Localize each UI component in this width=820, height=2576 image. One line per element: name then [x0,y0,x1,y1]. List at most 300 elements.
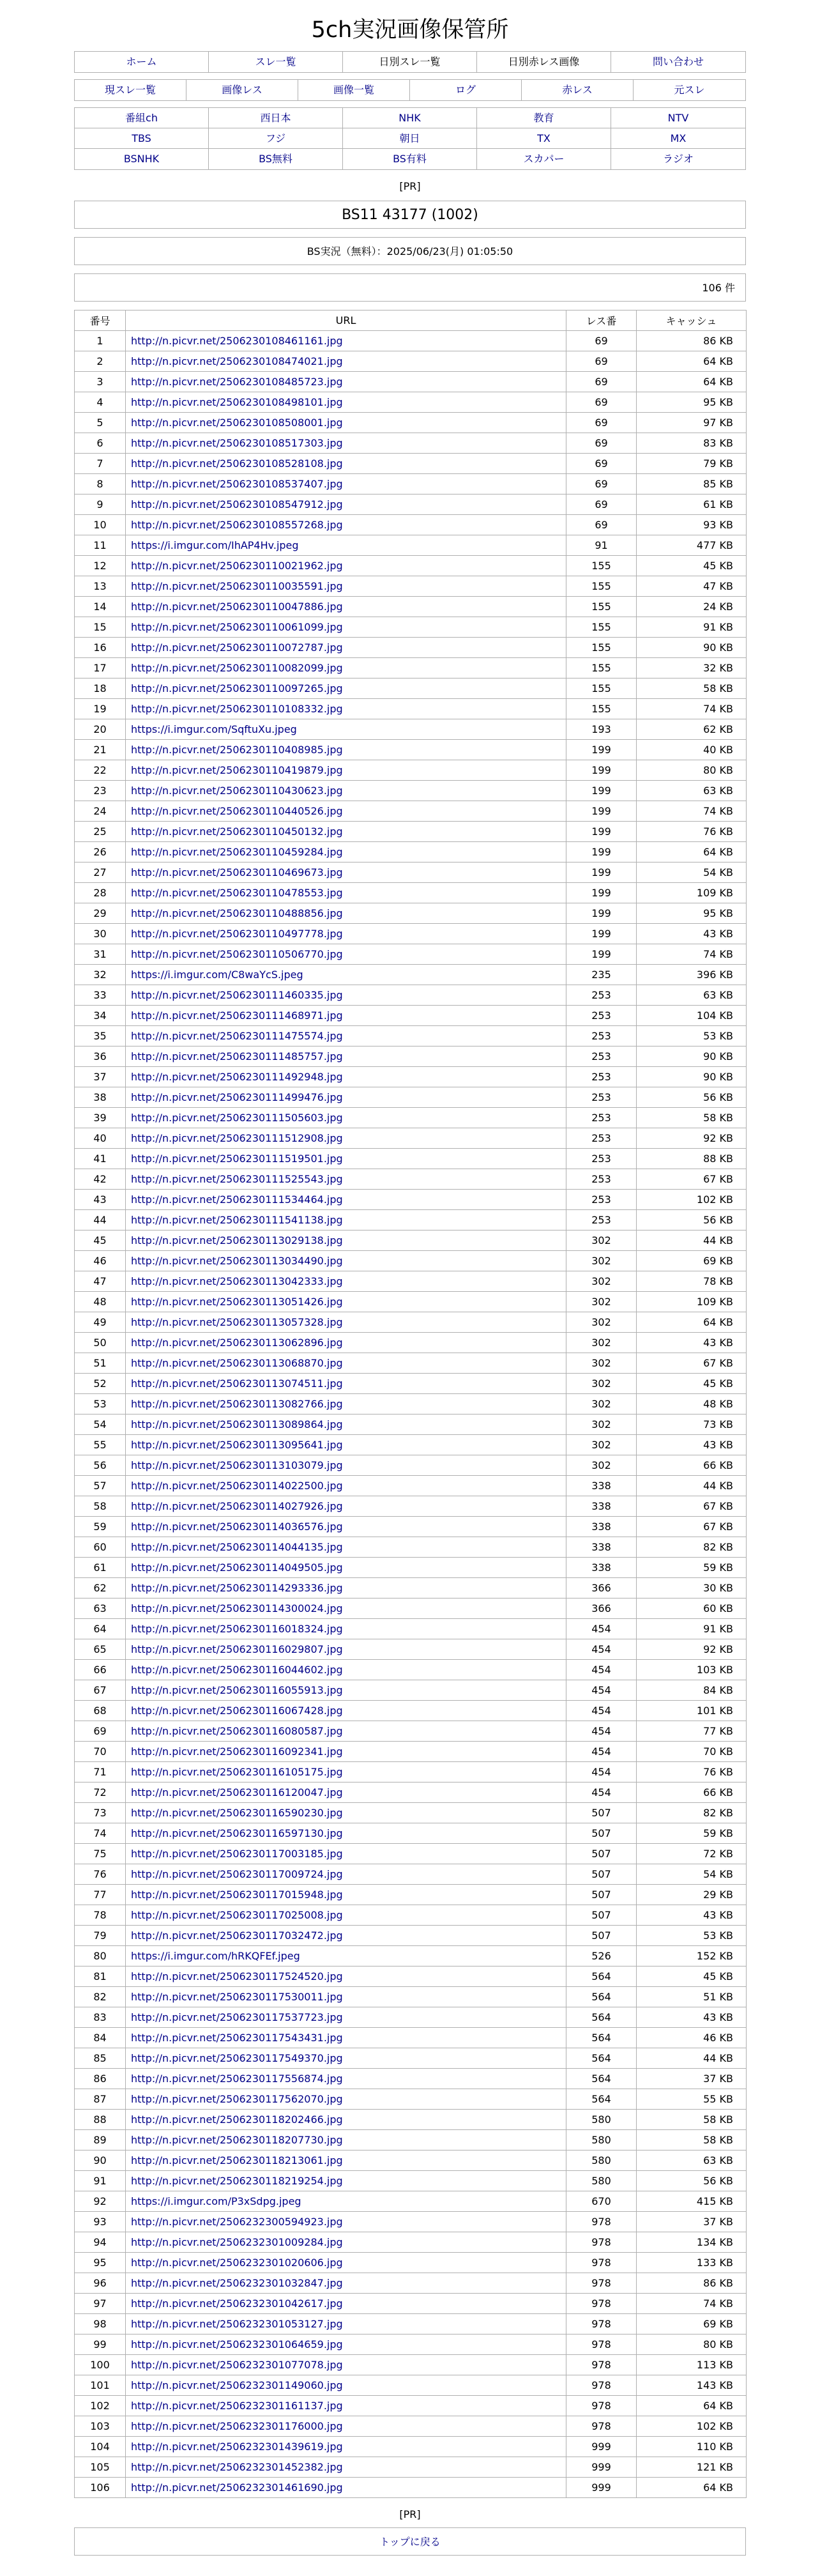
table-row [75,1210,747,1230]
image-url-link[interactable]: http://n.picvr.net/2506230110459284.jpg [126,842,566,862]
image-url-link[interactable]: http://n.picvr.net/2506230118219254.jpg [126,2171,566,2191]
cache-size: 103 KB [637,1660,747,1680]
table-row [75,515,747,535]
image-url-link[interactable]: http://n.picvr.net/2506232301042617.jpg [126,2294,566,2314]
image-url-link[interactable]: http://n.picvr.net/2506230113057328.jpg [126,1312,566,1333]
board-nav-item-13[interactable]: BS有料 [343,149,477,169]
table-header-row [75,310,747,331]
main-nav-item-5[interactable]: 問い合わせ [652,56,704,68]
image-url-link[interactable]: http://n.picvr.net/2506230108474021.jpg [126,351,566,372]
image-url-link[interactable]: http://n.picvr.net/2506230117556874.jpg [126,2069,566,2089]
row-number: 81 [75,1966,126,1987]
row-number: 59 [75,1517,126,1537]
image-url-link[interactable]: http://n.picvr.net/2506230113095641.jpg [126,1435,566,1455]
row-number: 70 [75,1742,126,1762]
cache-size: 79 KB [637,454,747,474]
cache-size: 59 KB [637,1823,747,1844]
image-url-link[interactable]: http://n.picvr.net/2506230116590230.jpg [126,1803,566,1823]
thread-nav-item-2[interactable]: 画像レス [186,80,298,100]
res-number: 155 [566,678,637,699]
res-number: 253 [566,1169,637,1190]
image-url-link[interactable]: http://n.picvr.net/2506230108537407.jpg [126,474,566,494]
cache-size: 77 KB [637,1721,747,1742]
cache-size: 58 KB [637,678,747,699]
cache-size: 37 KB [637,2069,747,2089]
image-url-link[interactable]: http://n.picvr.net/2506230111512908.jpg [126,1128,566,1149]
image-url-link[interactable]: http://n.picvr.net/2506230113062896.jpg [126,1333,566,1353]
image-url-link[interactable]: http://n.picvr.net/2506230111499476.jpg [126,1087,566,1108]
row-number: 89 [75,2130,126,2150]
image-url-link[interactable]: http://n.picvr.net/2506232301149060.jpg [126,2375,566,2396]
image-url-link[interactable]: http://n.picvr.net/2506230116029807.jpg [126,1639,566,1660]
table-row [75,1312,747,1333]
image-url-link[interactable]: http://n.picvr.net/2506230111534464.jpg [126,1190,566,1210]
table-row [75,1946,747,1966]
cache-size: 101 KB [637,1701,747,1721]
row-number: 98 [75,2314,126,2334]
table-row [75,535,747,556]
thread-nav-item-1[interactable]: 現スレ一覧 [75,80,186,100]
row-number: 21 [75,740,126,760]
image-url-link[interactable]: http://n.picvr.net/2506230113082766.jpg [126,1394,566,1414]
image-url-link[interactable]: http://n.picvr.net/2506232301020606.jpg [126,2253,566,2273]
image-url-link[interactable]: http://n.picvr.net/2506230108508001.jpg [126,413,566,433]
image-url-link[interactable]: http://n.picvr.net/2506230116092341.jpg [126,1742,566,1762]
image-url-link[interactable]: http://n.picvr.net/2506230113034490.jpg [126,1251,566,1271]
image-url-link[interactable]: http://n.picvr.net/2506230117543431.jpg [126,2028,566,2048]
row-number: 96 [75,2273,126,2294]
board-nav-item-9[interactable]: TX [477,128,611,149]
board-nav-item-6[interactable]: TBS [75,128,209,149]
cache-size: 61 KB [637,494,747,515]
image-url-link[interactable]: http://n.picvr.net/2506230116597130.jpg [126,1823,566,1844]
image-url-link[interactable]: http://n.picvr.net/2506230113103079.jpg [126,1455,566,1476]
table-row [75,1926,747,1946]
table-row [75,2334,747,2355]
table-row [75,678,747,699]
image-url-link[interactable]: http://n.picvr.net/2506232301053127.jpg [126,2314,566,2334]
table-row [75,1476,747,1496]
image-url-link[interactable]: http://n.picvr.net/2506232301176000.jpg [126,2416,566,2437]
cache-size: 45 KB [637,1374,747,1394]
res-number: 253 [566,1108,637,1128]
image-url-link[interactable]: http://n.picvr.net/2506230116044602.jpg [126,1660,566,1680]
board-nav-item-4[interactable]: 教育 [477,108,611,128]
image-url-link[interactable]: http://n.picvr.net/2506230117003185.jpg [126,1844,566,1864]
image-url-link[interactable]: http://n.picvr.net/2506230110047886.jpg [126,597,566,617]
table-row [75,2375,747,2396]
image-url-link[interactable]: http://n.picvr.net/2506230111460335.jpg [126,985,566,1006]
row-number: 13 [75,576,126,597]
image-url-link[interactable]: http://n.picvr.net/2506232301064659.jpg [126,2334,566,2355]
row-number: 79 [75,1926,126,1946]
res-number: 302 [566,1394,637,1414]
row-number: 2 [75,351,126,372]
image-url-link[interactable]: http://n.picvr.net/2506230116055913.jpg [126,1680,566,1701]
row-number: 102 [75,2396,126,2416]
table-row [75,2130,747,2150]
row-number: 55 [75,1435,126,1455]
cache-size: 133 KB [637,2253,747,2273]
row-number: 9 [75,494,126,515]
image-url-link[interactable]: http://n.picvr.net/2506230117032472.jpg [126,1926,566,1946]
table-row [75,638,747,658]
res-number: 526 [566,1946,637,1966]
thread-nav-item-4[interactable]: ログ [410,80,522,100]
image-url-link[interactable]: http://n.picvr.net/2506230110497778.jpg [126,924,566,944]
res-number: 564 [566,2028,637,2048]
row-number: 60 [75,1537,126,1558]
image-url-link[interactable]: https://i.imgur.com/SqftuXu.jpeg [126,719,566,740]
image-url-link[interactable]: http://n.picvr.net/2506230110061099.jpg [126,617,566,638]
image-url-link[interactable]: http://n.picvr.net/2506230110469673.jpg [126,862,566,883]
image-url-link[interactable]: http://n.picvr.net/2506232301439619.jpg [126,2437,566,2457]
cache-size: 63 KB [637,2150,747,2171]
image-url-link[interactable]: http://n.picvr.net/2506230110488856.jpg [126,903,566,924]
row-number: 103 [75,2416,126,2437]
row-number: 68 [75,1701,126,1721]
res-number: 507 [566,1803,637,1823]
image-url-link[interactable]: http://n.picvr.net/2506230114022500.jpg [126,1476,566,1496]
cache-size: 40 KB [637,740,747,760]
row-number: 17 [75,658,126,678]
cache-size: 396 KB [637,965,747,985]
row-number: 52 [75,1374,126,1394]
row-number: 63 [75,1598,126,1619]
table-row [75,454,747,474]
row-number: 26 [75,842,126,862]
res-number: 302 [566,1353,637,1374]
row-number: 62 [75,1578,126,1598]
main-nav-item-4[interactable]: 日別赤レス画像 [477,52,611,72]
res-number: 564 [566,1987,637,2007]
board-nav-item-3[interactable]: NHK [343,108,477,128]
image-url-link[interactable]: http://n.picvr.net/2506230117530011.jpg [126,1987,566,2007]
res-number: 507 [566,1864,637,1885]
table-row [75,2273,747,2294]
image-url-link[interactable]: http://n.picvr.net/2506230110097265.jpg [126,678,566,699]
row-number: 6 [75,433,126,454]
cache-size: 45 KB [637,556,747,576]
image-url-link[interactable]: http://n.picvr.net/2506230108528108.jpg [126,454,566,474]
cache-size: 72 KB [637,1844,747,1864]
cache-size: 74 KB [637,801,747,822]
cache-size: 69 KB [637,2314,747,2334]
image-url-link[interactable]: http://n.picvr.net/2506230110108332.jpg [126,699,566,719]
header-number: 番号 [75,310,126,331]
image-url-link[interactable]: http://n.picvr.net/2506230117009724.jpg [126,1864,566,1885]
cache-size: 109 KB [637,1292,747,1312]
image-url-link[interactable]: http://n.picvr.net/2506232301461690.jpg [126,2478,566,2498]
image-url-link[interactable]: http://n.picvr.net/2506230113042333.jpg [126,1271,566,1292]
image-url-link[interactable]: https://i.imgur.com/IhAP4Hv.jpeg [126,535,566,556]
cache-size: 44 KB [637,1230,747,1251]
image-url-link[interactable]: http://n.picvr.net/2506230110506770.jpg [126,944,566,965]
image-url-link[interactable]: https://i.imgur.com/P3xSdpg.jpeg [126,2191,566,2212]
table-row [75,494,747,515]
res-number: 253 [566,1087,637,1108]
res-number: 999 [566,2478,637,2498]
image-url-link[interactable]: http://n.picvr.net/2506232300594923.jpg [126,2212,566,2232]
res-number: 199 [566,842,637,862]
res-number: 302 [566,1292,637,1312]
image-url-link[interactable]: http://n.picvr.net/2506230111519501.jpg [126,1149,566,1169]
cache-size: 415 KB [637,2191,747,2212]
board-nav-item-8[interactable]: 朝日 [343,128,477,149]
table-row [75,781,747,801]
res-number: 69 [566,413,637,433]
row-number: 28 [75,883,126,903]
row-number: 12 [75,556,126,576]
table-row [75,760,747,781]
image-url-link[interactable]: http://n.picvr.net/2506230110021962.jpg [126,556,566,576]
image-url-link[interactable]: http://n.picvr.net/2506230110450132.jpg [126,822,566,842]
table-row [75,1455,747,1476]
res-number: 199 [566,801,637,822]
board-nav-item-7[interactable]: フジ [209,128,343,149]
thread-nav-item-5[interactable]: 赤レス [522,80,634,100]
main-nav-item-2[interactable]: スレ一覧 [209,52,343,72]
image-url-link[interactable]: http://n.picvr.net/2506230116067428.jpg [126,1701,566,1721]
image-url-link[interactable]: http://n.picvr.net/2506232301009284.jpg [126,2232,566,2253]
back-to-top-link[interactable]: トップに戻る [74,2527,746,2556]
image-url-link[interactable]: http://n.picvr.net/2506230110419879.jpg [126,760,566,781]
res-number: 580 [566,2110,637,2130]
main-nav-item-1[interactable]: ホーム [75,52,209,72]
image-url-link[interactable]: http://n.picvr.net/2506230111505603.jpg [126,1108,566,1128]
res-number: 338 [566,1537,637,1558]
thread-nav-item-3[interactable]: 画像一覧 [298,80,410,100]
row-number: 1 [75,331,126,351]
image-url-link[interactable]: http://n.picvr.net/2506230117549370.jpg [126,2048,566,2069]
cache-size: 44 KB [637,1476,747,1496]
res-number: 69 [566,454,637,474]
res-number: 302 [566,1435,637,1455]
board-nav-item-14[interactable]: スカパー [477,149,611,169]
image-url-link[interactable]: http://n.picvr.net/2506230117025008.jpg [126,1905,566,1926]
cache-size: 97 KB [637,413,747,433]
row-number: 93 [75,2212,126,2232]
row-number: 56 [75,1455,126,1476]
image-url-link[interactable]: http://n.picvr.net/2506230116105175.jpg [126,1762,566,1782]
cache-size: 78 KB [637,1271,747,1292]
row-number: 8 [75,474,126,494]
row-number: 75 [75,1844,126,1864]
res-number: 366 [566,1578,637,1598]
image-url-link[interactable]: http://n.picvr.net/2506230108557268.jpg [126,515,566,535]
image-url-link[interactable]: http://n.picvr.net/2506230116080587.jpg [126,1721,566,1742]
cache-size: 134 KB [637,2232,747,2253]
res-number: 155 [566,576,637,597]
res-number: 564 [566,1966,637,1987]
table-row [75,1803,747,1823]
image-url-link[interactable]: http://n.picvr.net/2506230113089864.jpg [126,1414,566,1435]
board-nav-item-1[interactable]: 番組ch [75,108,209,128]
image-url-link[interactable]: http://n.picvr.net/2506230116018324.jpg [126,1619,566,1639]
image-url-link[interactable]: http://n.picvr.net/2506232301452382.jpg [126,2457,566,2478]
table-row [75,1006,747,1026]
image-url-link[interactable]: http://n.picvr.net/2506232301077078.jpg [126,2355,566,2375]
image-url-link[interactable]: http://n.picvr.net/2506230113068870.jpg [126,1353,566,1374]
header-url: URL [126,310,566,331]
board-nav-item-10[interactable]: MX [611,128,745,149]
image-url-link[interactable]: http://n.picvr.net/2506230111492948.jpg [126,1067,566,1087]
image-url-link[interactable]: http://n.picvr.net/2506230114027926.jpg [126,1496,566,1517]
row-number: 73 [75,1803,126,1823]
table-row [75,597,747,617]
cache-size: 43 KB [637,1333,747,1353]
image-url-link[interactable]: http://n.picvr.net/2506230114293336.jpg [126,1578,566,1598]
table-row [75,1782,747,1803]
table-row [75,1046,747,1067]
image-url-link[interactable]: http://n.picvr.net/2506230110072787.jpg [126,638,566,658]
cache-size: 70 KB [637,1742,747,1762]
image-url-link[interactable]: http://n.picvr.net/2506230110440526.jpg [126,801,566,822]
cache-size: 86 KB [637,2273,747,2294]
table-row [75,924,747,944]
main-nav-item-3[interactable]: 日別スレ一覧 [343,52,477,72]
res-number: 978 [566,2273,637,2294]
table-row [75,2314,747,2334]
image-url-link[interactable]: https://i.imgur.com/C8waYcS.jpeg [126,965,566,985]
row-number: 49 [75,1312,126,1333]
image-url-link[interactable]: http://n.picvr.net/2506230114044135.jpg [126,1537,566,1558]
image-url-link[interactable]: http://n.picvr.net/2506230108517303.jpg [126,433,566,454]
image-url-link[interactable]: http://n.picvr.net/2506230110408985.jpg [126,740,566,760]
cache-size: 102 KB [637,2416,747,2437]
row-number: 64 [75,1619,126,1639]
cache-size: 109 KB [637,883,747,903]
board-nav-item-11[interactable]: BSNHK [75,149,209,169]
image-url-link[interactable]: http://n.picvr.net/2506230117524520.jpg [126,1966,566,1987]
table-row [75,2089,747,2110]
image-url-link[interactable]: http://n.picvr.net/2506230118202466.jpg [126,2110,566,2130]
cache-size: 60 KB [637,1598,747,1619]
cache-size: 64 KB [637,842,747,862]
table-row [75,2110,747,2130]
res-number: 507 [566,1905,637,1926]
table-row [75,1598,747,1619]
row-number: 42 [75,1169,126,1190]
cache-size: 92 KB [637,1128,747,1149]
image-url-link[interactable]: http://n.picvr.net/2506230117015948.jpg [126,1885,566,1905]
row-number: 72 [75,1782,126,1803]
image-url-link[interactable]: http://n.picvr.net/2506230118213061.jpg [126,2150,566,2171]
table-row [75,944,747,965]
table-row [75,2437,747,2457]
image-url-link[interactable]: http://n.picvr.net/2506230108485723.jpg [126,372,566,392]
table-row [75,1966,747,1987]
image-url-link[interactable]: http://n.picvr.net/2506230113051426.jpg [126,1292,566,1312]
cache-size: 66 KB [637,1455,747,1476]
table-row [75,985,747,1006]
cache-size: 102 KB [637,1190,747,1210]
cache-size: 90 KB [637,638,747,658]
table-row [75,372,747,392]
image-url-link[interactable]: http://n.picvr.net/2506230116120047.jpg [126,1782,566,1803]
table-row [75,1149,747,1169]
board-nav [74,107,746,170]
row-number: 71 [75,1762,126,1782]
cache-size: 85 KB [637,474,747,494]
cache-size: 63 KB [637,781,747,801]
row-number: 76 [75,1864,126,1885]
row-number: 69 [75,1721,126,1742]
image-url-link[interactable]: http://n.picvr.net/2506230117562070.jpg [126,2089,566,2110]
image-url-link[interactable]: http://n.picvr.net/2506230108498101.jpg [126,392,566,413]
image-url-link[interactable]: http://n.picvr.net/2506230113074511.jpg [126,1374,566,1394]
res-number: 302 [566,1455,637,1476]
image-url-link[interactable]: http://n.picvr.net/2506230114049505.jpg [126,1558,566,1578]
board-nav-item-2[interactable]: 西日本 [209,108,343,128]
cache-size: 88 KB [637,1149,747,1169]
table-row [75,2294,747,2314]
row-number: 20 [75,719,126,740]
res-number: 69 [566,331,637,351]
image-url-link[interactable]: http://n.picvr.net/2506232301032847.jpg [126,2273,566,2294]
table-row [75,2253,747,2273]
image-url-link[interactable]: http://n.picvr.net/2506230111525543.jpg [126,1169,566,1190]
image-url-link[interactable]: http://n.picvr.net/2506232301161137.jpg [126,2396,566,2416]
image-url-link[interactable]: http://n.picvr.net/2506230110478553.jpg [126,883,566,903]
board-nav-item-15[interactable]: ラジオ [662,153,694,165]
cache-size: 48 KB [637,1394,747,1414]
cache-size: 80 KB [637,760,747,781]
image-url-link[interactable]: http://n.picvr.net/2506230111468971.jpg [126,1006,566,1026]
image-url-link[interactable]: http://n.picvr.net/2506230108547912.jpg [126,494,566,515]
table-row [75,351,747,372]
res-number: 199 [566,903,637,924]
row-number: 32 [75,965,126,985]
cache-size: 73 KB [637,1414,747,1435]
board-nav-item-5[interactable]: NTV [611,108,745,128]
table-row [75,1108,747,1128]
main-nav [74,51,746,73]
res-number: 670 [566,2191,637,2212]
res-number: 253 [566,1149,637,1169]
row-number: 57 [75,1476,126,1496]
image-url-link[interactable]: http://n.picvr.net/2506230110430623.jpg [126,781,566,801]
res-number: 69 [566,372,637,392]
image-url-link[interactable]: http://n.picvr.net/2506230110082099.jpg [126,658,566,678]
thread-nav-item-6[interactable]: 元スレ [674,84,705,96]
image-url-link[interactable]: http://n.picvr.net/2506230114300024.jpg [126,1598,566,1619]
row-number: 34 [75,1006,126,1026]
image-url-link[interactable]: http://n.picvr.net/2506230108461161.jpg [126,331,566,351]
row-number: 101 [75,2375,126,2396]
image-table [74,310,747,2498]
image-url-link[interactable]: http://n.picvr.net/2506230111475574.jpg [126,1026,566,1046]
res-number: 454 [566,1680,637,1701]
image-url-link[interactable]: http://n.picvr.net/2506230110035591.jpg [126,576,566,597]
image-url-link[interactable]: http://n.picvr.net/2506230118207730.jpg [126,2130,566,2150]
res-number: 978 [566,2416,637,2437]
cache-size: 104 KB [637,1006,747,1026]
board-nav-item-12[interactable]: BS無料 [209,149,343,169]
row-number: 51 [75,1353,126,1374]
image-url-link[interactable]: http://n.picvr.net/2506230111541138.jpg [126,1210,566,1230]
row-number: 23 [75,781,126,801]
table-row [75,1701,747,1721]
image-url-link[interactable]: http://n.picvr.net/2506230113029138.jpg [126,1230,566,1251]
image-url-link[interactable]: http://n.picvr.net/2506230117537723.jpg [126,2007,566,2028]
image-url-link[interactable]: https://i.imgur.com/hRKQFEf.jpeg [126,1946,566,1966]
row-number: 36 [75,1046,126,1067]
cache-size: 67 KB [637,1353,747,1374]
image-url-link[interactable]: http://n.picvr.net/2506230111485757.jpg [126,1046,566,1067]
image-url-link[interactable]: http://n.picvr.net/2506230114036576.jpg [126,1517,566,1537]
table-row [75,1639,747,1660]
